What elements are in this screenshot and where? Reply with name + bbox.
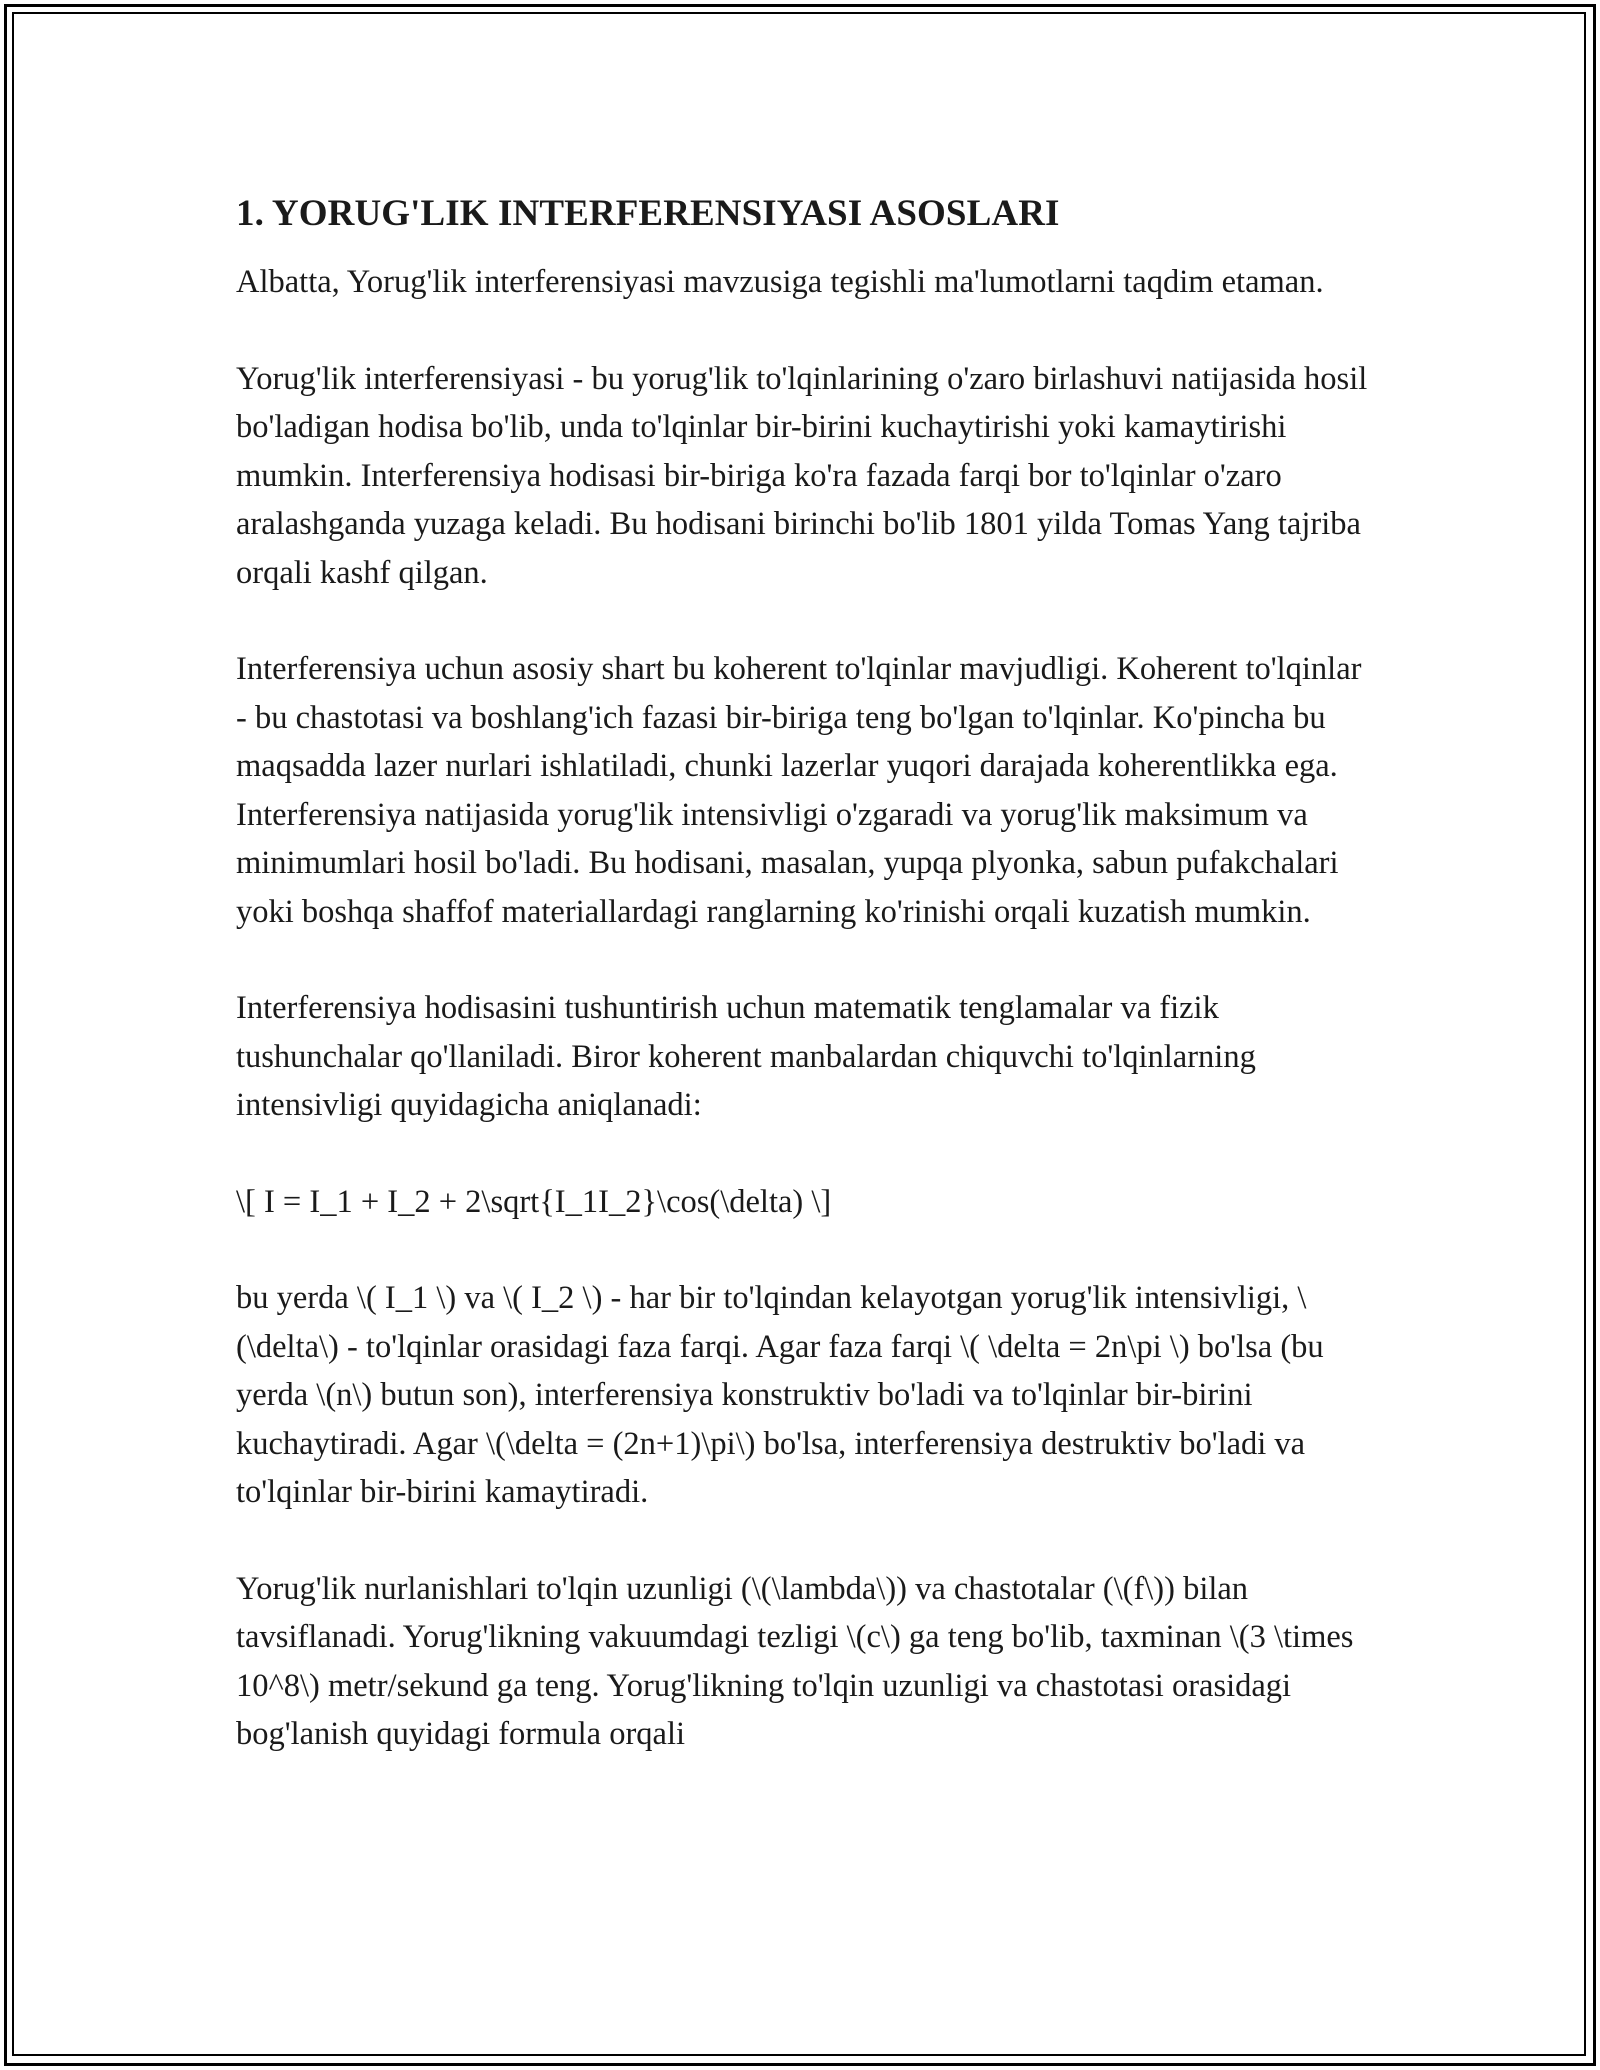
paragraph-math-intro: Interferensiya hodisasini tushuntirish uchun matematik tenglamalar va fizik tushunchalar qo'llaniladi. Biror koherent manbalardan chiquvchi to'lqinlarning intensivligi quyidagicha aniqlanadi: — [236, 990, 1256, 1123]
paragraph-wavelength: Yorug'lik nurlanishlari to'lqin uzunligi (\(\lambda\)) va chastotalar (\(f\)) bilan tavsiflanadi. Yorug'likning vakuumdagi tezligi \(c\) ga teng bo'lib, taxminan \(3 \times 10^8\) metr/sekund ga teng. Yorug'likning to'lqin uzunligi va chastotasi orasidagi bog'lanish quyidagi formula orqali — [236, 1570, 1354, 1752]
paragraph-phase-difference: bu yerda \( I_1 \) va \( I_2 \) - har bir to'lqindan kelayotgan yorug'lik intensivligi, \(\delta\) - to'lqinlar orasidagi faza farqi. Agar faza farqi \( \delta = 2n\pi \) bo'lsa (bu yerda \(n\) butun son), interferensiya konstruktiv bo'ladi va to'lqinlar bir-birini kuchaytiradi. Agar \(\delta = (2n+1)\pi\) bo'lsa, interferensiya destruktiv bo'ladi va to'lqinlar bir-birini kamaytiradi. — [236, 1280, 1324, 1510]
document-body — [236, 188, 1376, 1807]
formula-intensity: \[ I = I_1 + I_2 + 2\sqrt{I_1I_2}\cos(\delta) \] — [236, 1183, 832, 1220]
paragraph-definition: Yorug'lik interferensiyasi - bu yorug'lik to'lqinlarining o'zaro birlashuvi natijasida hosil bo'ladigan hodisa bo'lib, unda to'lqinlar bir-birini kuchaytirishi yoki kamaytirishi mumkin. Interferensiya hodisasi bir-biriga ko'ra fazada farqi bor to'lqinlar o'zaro aralashganda yuzaga keladi. Bu hodisani birinchi bo'lib 1801 yilda Tomas Yang tajriba orqali kashf qilgan. — [236, 360, 1368, 591]
paragraph-intro: Albatta, Yorug'lik interferensiyasi mavzusiga tegishli ma'lumotlarni taqdim etaman. — [236, 264, 1324, 300]
paragraph-coherence: Interferensiya uchun asosiy shart bu koherent to'lqinlar mavjudligi. Koherent to'lqinlar - bu chastotasi va boshlang'ich fazasi bir-biriga teng bo'lgan to'lqinlar. Ko'pincha bu maqsadda lazer nurlari ishlatiladi, chunki lazerlar yuqori darajada koherentlikka ega. Interferensiya natijasida yorug'lik intensivligi o'zgaradi va yorug'lik maksimum va minimumlari hosil bo'ladi. Bu hodisani, masalan, yupqa plyonka, sabun pufakchalari yoki boshqa shaffof materiallardagi ranglarning ko'rinishi orqali kuzatish mumkin. — [236, 651, 1362, 930]
section-heading: 1. YORUG'LIK INTERFERENSIYASI ASOSLARI — [236, 193, 1060, 234]
